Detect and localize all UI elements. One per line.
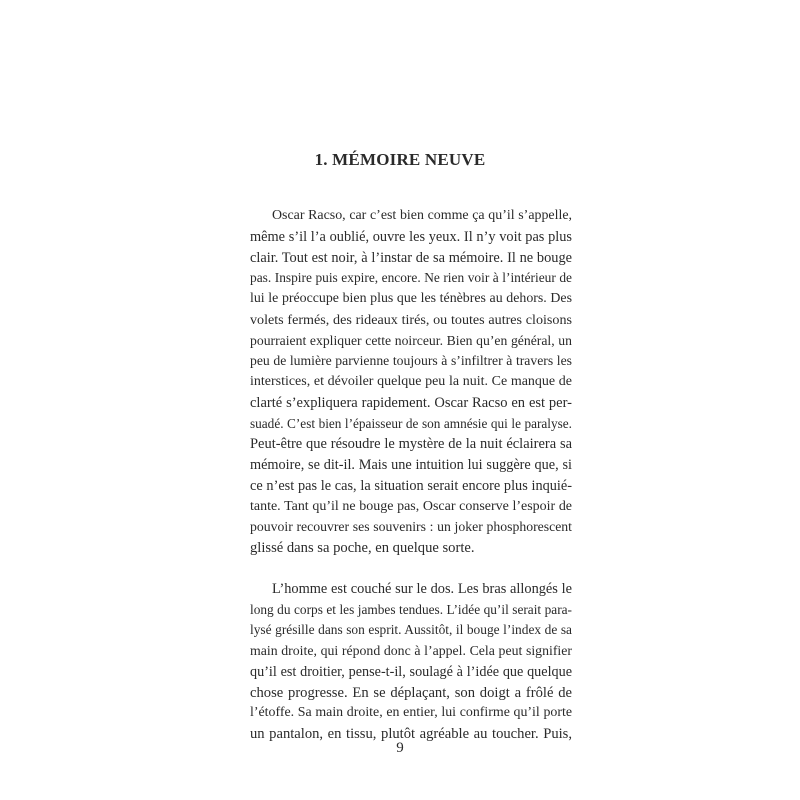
text-line: Oscar Racso, car c’est bien comme ça qu’il s’appelle, (272, 208, 572, 223)
text-line: peu de lumière parvienne toujours à s’infiltrer à travers les (250, 353, 572, 369)
text-line: suadé. C’est bien l’épaisseur de son amnésie qui le paralyse. (250, 415, 572, 431)
text-line: clarté s’expliquera rapidement. Oscar Racso en est per- (250, 394, 572, 411)
text-line: glissé dans sa poche, en quelque sorte. (250, 540, 475, 556)
text-line: Peut-être que résoudre le mystère de la nuit éclairera sa (250, 436, 572, 453)
text-line: pouvoir recouvrer ses souvenirs : un joker phosphorescent (250, 519, 572, 535)
page-number: 9 (396, 740, 404, 756)
text-line: long du corps et les jambes tendues. L’idée qu’il serait para- (250, 601, 572, 617)
body-text (250, 206, 572, 745)
text-line: chose progresse. En se déplaçant, son doigt a frôlé de (250, 684, 572, 701)
text-line: L’homme est couché sur le dos. Les bras allongés le (272, 580, 572, 597)
text-line: qu’il est droitier, pense-t-il, soulagé à l’idée que quelque (250, 663, 572, 680)
text-line: pourraient expliquer cette noirceur. Bien qu’en général, un (250, 332, 572, 348)
text-line: un pantalon, en tissu, plutôt agréable au toucher. Puis, (250, 726, 572, 742)
paragraph-2 (250, 579, 572, 745)
text-line: mémoire, se dit-il. Mais une intuition lui suggère que, si (250, 457, 572, 473)
text-line: même s’il l’a oublié, ouvre les yeux. Il n’y voit pas plus (250, 228, 572, 245)
chapter-title: 1. MÉMOIRE NEUVE (314, 150, 486, 169)
text-line: volets fermés, des rideaux tirés, ou toutes autres cloisons (250, 311, 572, 328)
paragraph-1 (250, 206, 572, 559)
text-line: lui le préoccupe bien plus que les ténèbres au dehors. Des (250, 291, 572, 306)
paragraph-spacer (250, 559, 572, 579)
text-line: main droite, qui répond donc à l’appel. Cela peut signifier (250, 643, 572, 658)
text-line: ce n’est pas le cas, la situation serait encore plus inquié- (250, 477, 572, 494)
text-line: lysé grésille dans son esprit. Aussitôt, il bouge l’index de sa (250, 622, 572, 638)
text-line: pas. Inspire puis expire, encore. Ne rien voir à l’intérieur de (250, 270, 572, 286)
text-line: clair. Tout est noir, à l’instar de sa mémoire. Il ne bouge (250, 249, 572, 266)
text-line: interstices, et dévoiler quelque peu la nuit. Ce manque de (250, 374, 572, 389)
text-line: l’étoffe. Sa main droite, en entier, lui confirme qu’il porte (250, 705, 572, 721)
text-line: tante. Tant qu’il ne bouge pas, Oscar conserve l’espoir de (250, 498, 572, 514)
